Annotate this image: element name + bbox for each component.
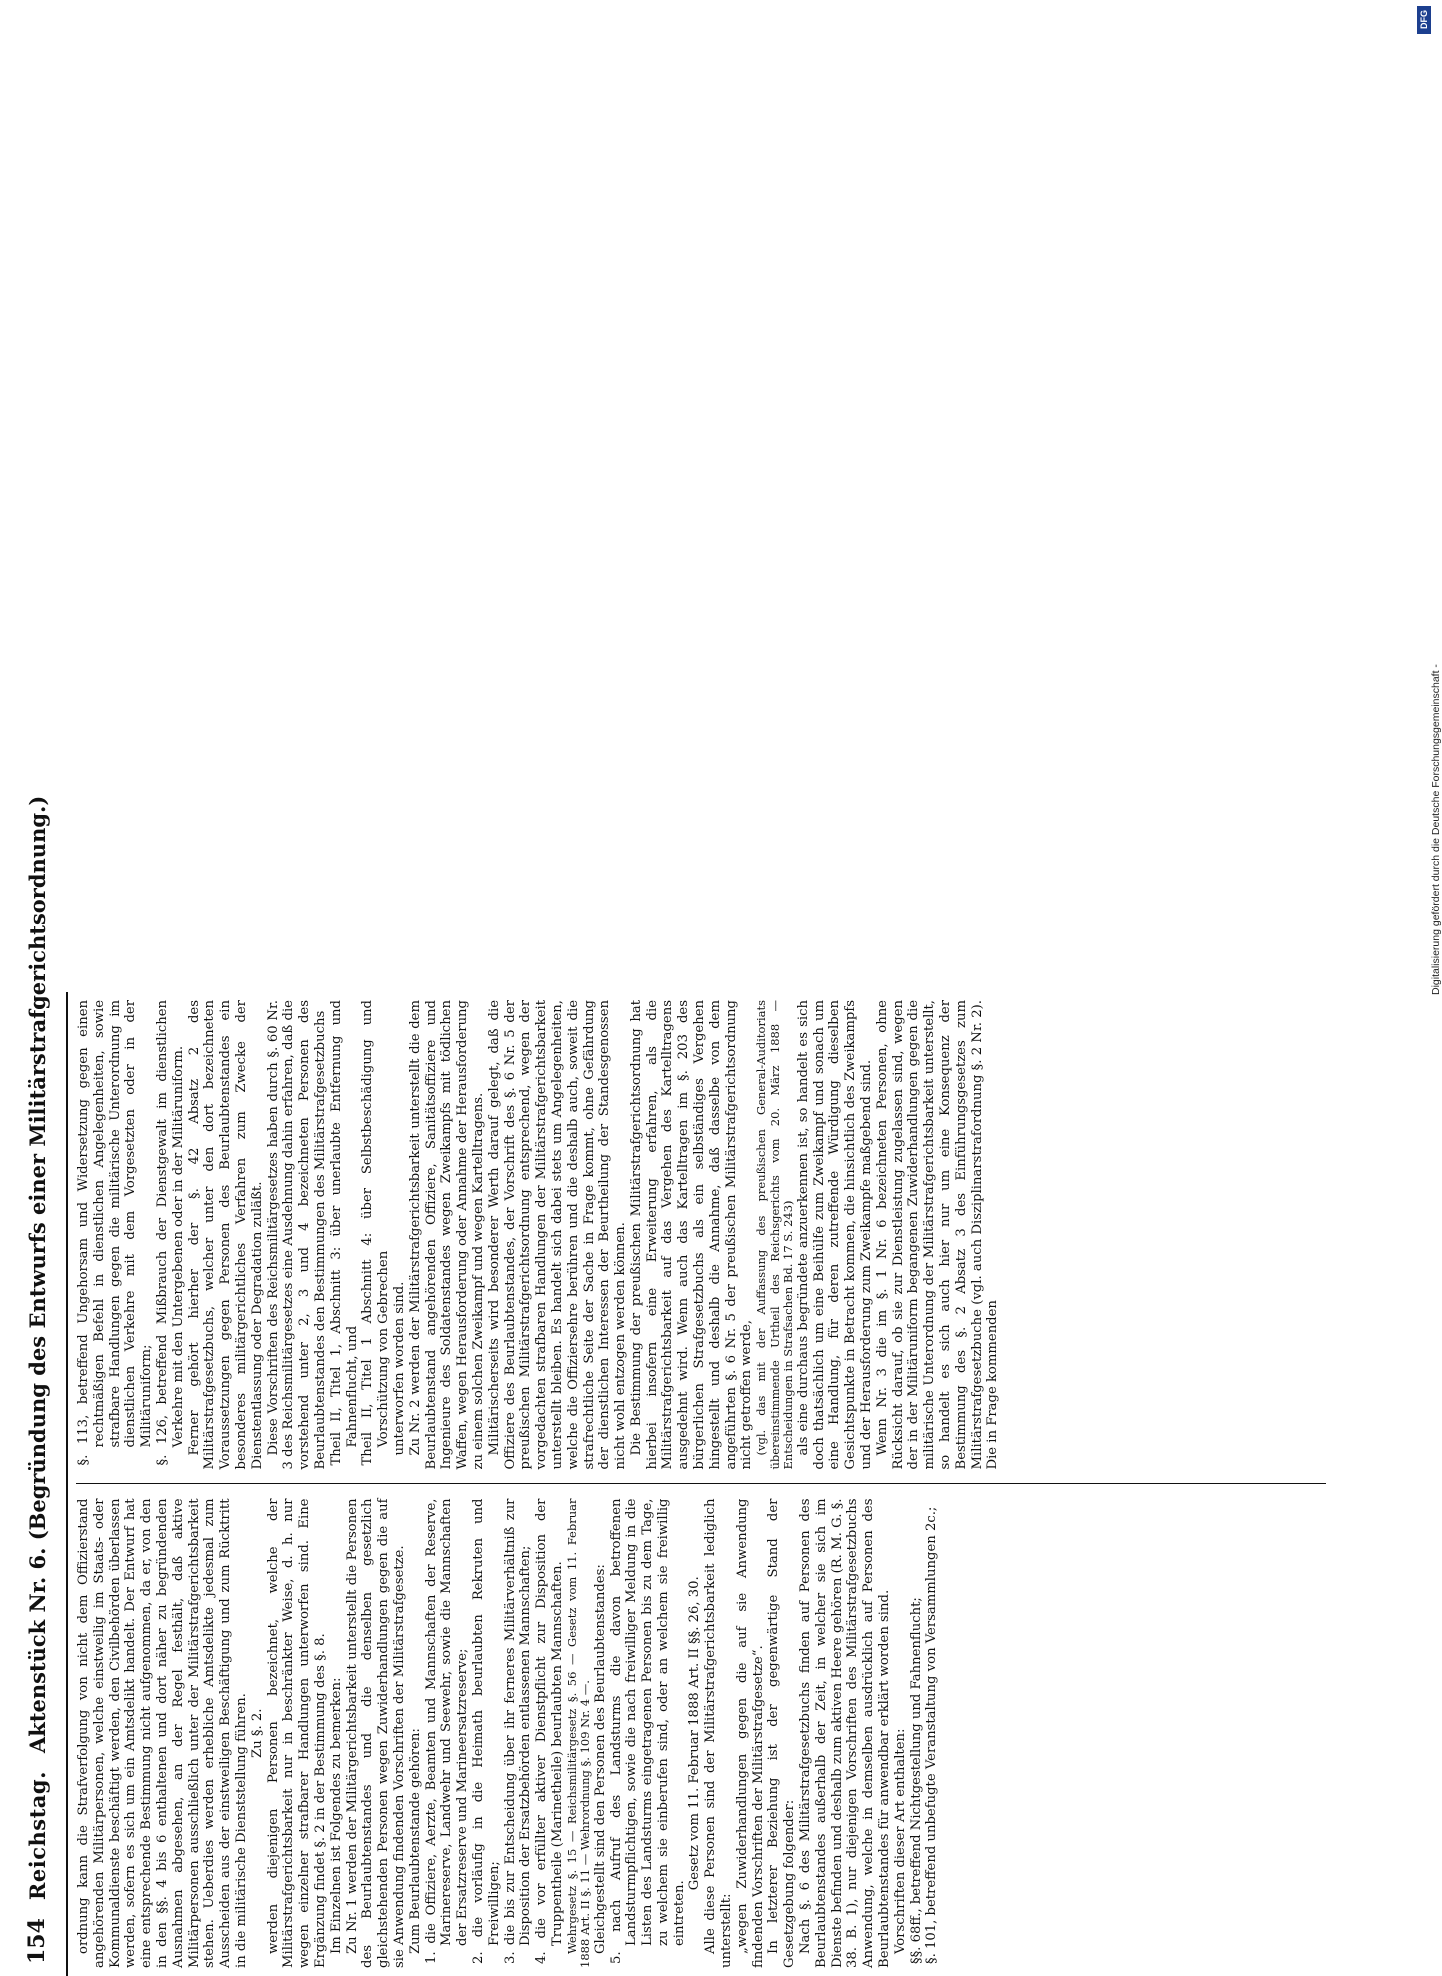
column-divider — [76, 1484, 1326, 1485]
side-credit-text: Digitalisierung gefördert durch die Deutsche Forschungsgemeinschaft - — [1430, 664, 1442, 995]
paragraph: Im Einzelnen ist Folgendes zu bemerken: — [328, 1677, 344, 1954]
paragraph: 5. nach Aufruf des Landsturms die davon betroffenen Landsturmpflichtigen, sowie die nach freiwilliger Meldung in die Listen des Landsturms eingetragenen Personen bis zu dem Tage, zu welchem sie einberufen sind, oder an welchem sie freiwillig eintreten. — [608, 1498, 687, 1964]
paragraph: Zu Nr. 2 werden der Militärstrafgerichtsbarkeit unterstellt die dem Beurlaubtenstand angehörenden Offiziere, Sanitätsoffiziere und Ingenieure des Soldatenstandes wegen Zweikampfs mit tödlichen Waffen, wegen Herausforderung oder Annahme der Herausforderung zu einem solchen Zweikampf und wegen Kartelltragens. — [407, 1000, 486, 1470]
paragraph: 1. die Offiziere, Aerzte, Beamten und Mannschaften der Reserve, Marinereserve, Landwehr und Seewehr, sowie die Mannschaften der Ersatzreserve und Marineersatzreserve; — [423, 1498, 471, 1964]
paragraph: 2. die vorläufig in die Heimath beurlaubten Rekruten und Freiwilligen; — [470, 1498, 502, 1964]
paragraph: 4. die vor erfüllter aktiver Dienstpflicht zur Disposition der Truppentheile (Marinetheile) beurlaubten Mannschaften. — [534, 1498, 565, 1964]
left-column — [76, 1499, 1326, 1969]
paragraph: werden diejenigen Personen bezeichnet, welche der Militärstrafgerichtsbarkeit nur in beschränkter Weise, d. h. nur wegen einzelner strafbarer Handlungen unterworfen sind. Eine Ergänzung findet §. 2 in der Bestimmung des §. 8. — [265, 1498, 328, 1968]
paragraph: Alle diese Personen sind der Militärstrafgerichtsbarkeit lediglich unterstellt: — [703, 1498, 735, 1968]
paragraph: Vorschriften dieser Art enthalten: — [892, 1728, 908, 1954]
paragraph: unterworfen worden sind. — [391, 1281, 407, 1456]
paragraph: Theil II, Titel 1 Abschnitt 4: über Selbstbeschädigung und Vorschützung von Gebrechen — [360, 1000, 392, 1466]
paragraph: Zum Beurlaubtenstande gehören: — [407, 1728, 423, 1954]
paragraph: Diese Vorschriften des Reichsmilitärgesetzes haben durch §. 60 Nr. 3 des Reichsmilitärgesetzes eine Ausdehnung dahin erfahren, daß die vorstehend unter 2, 3 und 4 bezeichneten Personen des Beurlaubtenstandes den Bestimmungen des Militärstrafgesetzbuchs — [265, 1000, 328, 1470]
paragraph: §. 101, betreffend unbefugte Veranstaltung von Versammlungen 2c.; — [924, 1506, 940, 1964]
paragraph: ordnung kann die Strafverfolgung von nicht dem Offizierstand angehörenden Militärpersonen, welche einstweilig im Staats- oder Kommunaldienste beschäftigt werden, den Civilbehörden überlassen werden, sofern es sich um ein Amtsdelikt handelt. Der Entwurf hat eine entsprechende Bestimmung nicht aufgenommen, da er, von den in den §§. 4 bis 6 enthaltenen und dort näher zu begründenden Ausnahmen abgesehen, an der Regel festhält, daß aktive Militärpersonen ausschließlich unter der Militärstrafgerichtsbarkeit stehen. Ueberdies werden erhebliche Amtsdelikte jedesmal zum Ausscheiden aus der einstweiligen Beschäftigung und zum Rücktritt in die militärische Dienststellung führen. — [76, 1498, 249, 1968]
paragraph: Gleichgestellt sind den Personen des Beurlaubtenstandes: — [592, 1564, 608, 1954]
paragraph: Ferner gehört hierher der §. 42 Absatz 2 des Militärstrafgesetzbuchs, welcher unter den dort bezeichneten Voraussetzungen gegen Personen des Beurlaubtenstandes ein besonderes militärgerichtliches Verfahren zum Zwecke der Dienstentlassung oder Degradation zuläßt. — [186, 1000, 265, 1470]
paragraph: Gesetz vom 11. Februar 1888 Art. II §§. 26, 30. — [687, 1576, 703, 1891]
paragraph: Die Bestimmung der preußischen Militärstrafgerichtsordnung hat hierbei insofern eine Erweiterung erfahren, als die Militärstrafgerichtsbarkeit auf das Vergehen des Kartelltragens ausgedehnt wird. Wenn auch das Kartelltragen im §. 203 des bürgerlichen Strafgesetzbuchs als ein selbständiges Vergehen hingestellt und deshalb die Annahme, daß dasselbe von dem angeführten §. 6 Nr. 5 der preußischen Militärstrafgerichtsordnung nicht getroffen werde, — [628, 1000, 755, 1470]
side-credit — [1414, 0, 1442, 1000]
running-title: Reichstag. — [24, 1771, 50, 1901]
page-header — [8, 795, 68, 1976]
paragraph: Militärischerseits wird besonderer Werth darauf gelegt, daß die Offiziere des Beurlaubtenstandes, der Vorschrift des §. 6 Nr. 5 der preußischen Militärstrafgerichtsordnung entsprechend, wegen der vorgedachten strafbaren Handlungen der Militärstrafgerichtsbarkeit unterstellt bleiben. Es handelt sich dabei stets um Angelegenheiten, welche die Offiziersehre berühren und die deshalb auch, soweit die strafrechtliche Seite der Sache in Frage kommt, ohne Gefährdung der dienstlichen Interessen der Beurtheilung der Standesgenossen nicht wohl entzogen werden können. — [486, 1000, 629, 1470]
paragraph: (vgl. das mit der Auffassung des preußischen General-Auditoriats übereinstimmende Urtheil des Reichsgerichts vom 20. März 1888 — Entscheidungen in Strafsachen Bd. 17 S. 243) — [754, 1000, 796, 1470]
paragraph: §. 126, betreffend Mißbrauch der Dienstgewalt im dienstlichen Verkehre mit den Untergebenen oder in der Militäruniform. — [154, 1000, 186, 1466]
scanned-page — [8, 8, 1410, 1968]
paragraph: als eine durchaus begründete anzuerkennen ist, so handelt es sich doch thatsächlich um eine Beihülfe zum Zweikampf und sonach um eine Handlung, für deren zutreffende Würdigung dieselben Gesichtspunkte in Betracht kommen, die hinsichtlich des Zweikampfs und der Herausforderung zum Zweikampfe maßgebend sind. — [795, 1000, 874, 1470]
document-title: Aktenstück Nr. 6. (Begründung des Entwurfs einer Militärstrafgerichtsordnung.) — [24, 795, 50, 1754]
paragraph: Theil II, Titel 1, Abschnitt 3: über unerlaubte Entfernung und Fahnenflucht, und — [328, 1000, 360, 1466]
paragraph: Zu Nr. 1 werden der Militärgerichtsbarkeit unterstellt die Personen des Beurlaubtenstandes und die denselben gesetzlich gleichstehenden Personen wegen Zuwiderhandlungen gegen die auf sie Anwendung findenden Vorschriften der Militärstrafgesetze. — [344, 1498, 407, 1968]
paragraph: Nach §. 6 des Militärstrafgesetzbuchs finden auf Personen des Beurlaubtenstandes außerhalb der Zeit, in welcher sie sich im Dienste befinden und deshalb zum aktiven Heere gehören (R. M. G. §. 38. B. 1), nur diejenigen Vorschriften des Militärstrafgesetzbuchs Anwendung, welche in demselben ausdrücklich auf Personen des Beurlaubtenstandes für anwendbar erklärt worden sind. — [798, 1498, 893, 1968]
paragraph: In letzterer Beziehung ist der gegenwärtige Stand der Gesetzgebung folgender: — [766, 1498, 798, 1968]
page-number: 154 — [24, 1918, 50, 1964]
paragraph: 3. die bis zur Entscheidung über ihr ferneres Militärverhältniß zur Disposition der Ersatzbehörden entlassenen Mannschaften; — [502, 1498, 534, 1964]
paragraph: §§. 68ff., betreffend Nichtgestellung und Fahnenflucht; — [908, 1597, 924, 1964]
paragraph: Zu §. 2. — [249, 1708, 265, 1758]
paragraph: §. 113, betreffend Ungehorsam und Widersetzung gegen einen rechtmäßigen Befehl in dienstlichen Angelegenheiten, sowie strafbare Handlungen gegen die militärische Unterordnung im dienstlichen Verkehre mit dem Vorgesetzten oder in der Militäruniform; — [76, 1000, 155, 1466]
right-column — [76, 1000, 1326, 1470]
dfg-logo-text: DFG — [1419, 10, 1429, 30]
paragraph: Wehrgesetz §. 15 — Reichsmilitärgesetz §. 56 — Gesetz vom 11. Februar 1888 Art. II §. 11 — Wehrordnung §. 109 Nr. 4 —. — [564, 1498, 593, 1968]
text-columns — [76, 992, 1326, 1976]
paragraph: Wenn Nr. 3 die im §. 1 Nr. 6 bezeichneten Personen, ohne Rücksicht darauf, ob sie zur Dienstleistung zugelassen sind, wegen der in der Militäruniform begangenen Zuwiderhandlungen gegen die militärische Unterordnung der Militärstrafgerichtsbarkeit unterstellt, so handelt es sich auch hier nur um eine Konsequenz der Bestimmung des §. 2 Absatz 3 des Einführungsgesetzes zum Militärstrafgesetzbuche (vgl. auch Disziplinarstrafordnung §. 2 Nr. 2). Die in Frage kommenden — [874, 1000, 1001, 1470]
rotated-page — [8, 795, 1410, 1976]
paragraph: „wegen Zuwiderhandlungen gegen die auf sie Anwendung findenden Vorschriften der Militärstrafgesetze“. — [734, 1498, 766, 1968]
